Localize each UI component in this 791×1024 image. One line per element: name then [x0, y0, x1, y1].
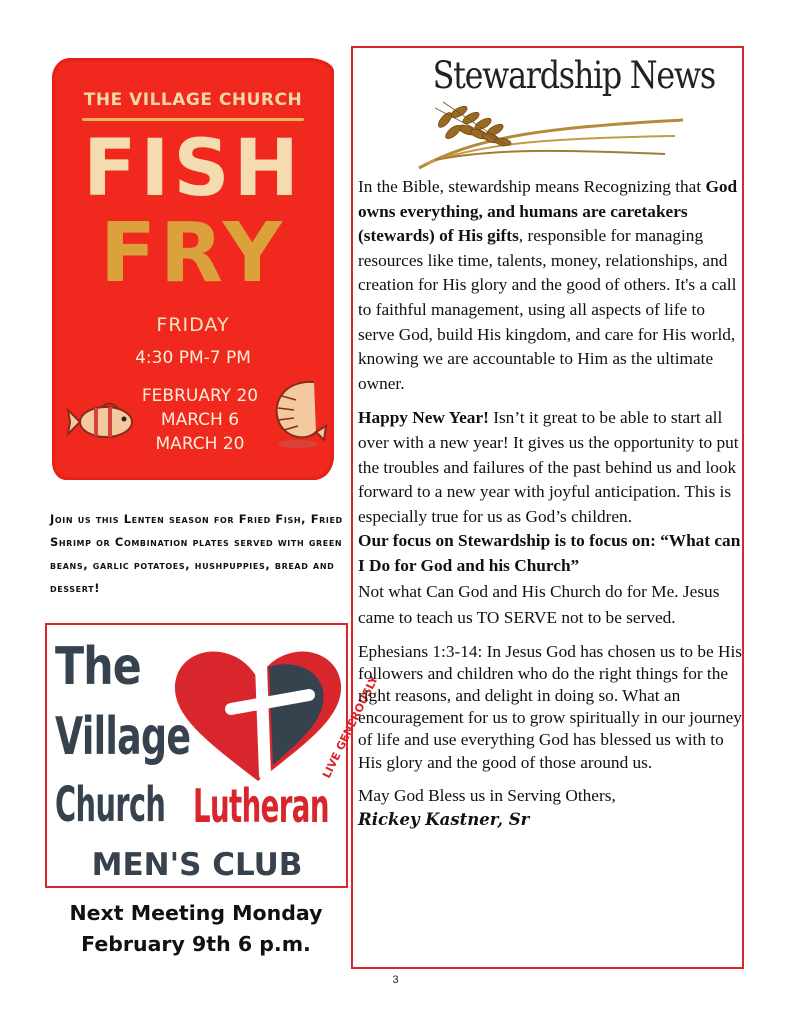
stewardship-article: [358, 175, 742, 833]
paragraph-new-year: Happy New Year! Isn’t it great to be able to start all over with a new year! It gives us the opportunity to put the troubles and failures of the past behind us and look forward to a new year with joyful anticipation. This is especially true for us as God’s children.: [358, 408, 739, 526]
poster-time: 4:30 PM-7 PM: [135, 348, 251, 368]
stewardship-news-box: [351, 46, 744, 969]
poster-dates: [130, 384, 270, 456]
poster-date: MARCH 6: [160, 410, 240, 430]
page-number: 3: [392, 974, 399, 986]
mens-club-logo: [45, 623, 381, 888]
paragraph-ephesians: Ephesians 1:3-14: In Jesus God has chosen us to be His followers and children who do the right things for the right reasons, and delight in doing so. What an encouragement for us to grow spiritually in our journey of life and use everything God has blessed us with to His glory and the good of those around us.: [358, 641, 742, 772]
logo-mens-club: MEN'S CLUB: [91, 847, 303, 883]
next-meeting: [40, 898, 352, 960]
poster-fry-word: FRY: [99, 206, 287, 301]
fish-fry-description: Join us this Lenten season for Fried Fish, Fried Shrimp or Combination plates served with green beans, garlic potatoes, hushpuppies, bread and dessert!: [50, 512, 343, 595]
shrimp-icon: [266, 376, 328, 450]
slogan-text: LIVE GENEROUSLY: [320, 673, 381, 781]
poster-date: MARCH 20: [155, 434, 245, 454]
paragraph-serve: Not what Can God and His Church do for Me. Jesus came to teach us TO SERVE not to be served.: [358, 581, 720, 627]
poster-divider: [82, 118, 304, 121]
logo-word-church: Church: [55, 777, 166, 833]
logo-word-lutheran: Lutheran: [193, 779, 329, 833]
clownfish-icon: [66, 398, 144, 446]
meeting-line-2: February 9th 6 p.m.: [81, 932, 311, 956]
logo-word-the: The: [55, 637, 141, 697]
signature: Rickey Kastner, Sr: [358, 810, 530, 830]
poster-church-name: THE VILLAGE CHURCH: [83, 90, 303, 110]
paragraph-stewardship-definition: In the Bible, stewardship means Recognizing that God owns everything, and humans are caretakers (stewards) of His gifts, responsible for managing resources like time, talents, money, relationships, and creation for His glory and the good of others. It's a call to faithful management, using all aspects of life to serve God, build His kingdom, and care for His world, knowing we are accountable to Him as the ultimate owner.: [358, 177, 738, 393]
fish-fry-poster: [52, 58, 334, 480]
poster-fish-word: FISH: [83, 124, 303, 214]
logo-word-village: Village: [55, 707, 191, 767]
poster-date: FEBRUARY 20: [141, 386, 259, 406]
meeting-line-1: Next Meeting Monday: [69, 901, 323, 925]
paragraph-focus-heading: Our focus on Stewardship is to focus on: “What can I Do for God and his Church”: [358, 531, 741, 575]
stewardship-title: Stewardship News: [432, 54, 715, 97]
live-generously-slogan: [273, 673, 381, 785]
poster-day: FRIDAY: [156, 314, 230, 336]
closing-line: May God Bless us in Serving Others,: [358, 785, 616, 805]
wheat-icon: [415, 98, 685, 170]
